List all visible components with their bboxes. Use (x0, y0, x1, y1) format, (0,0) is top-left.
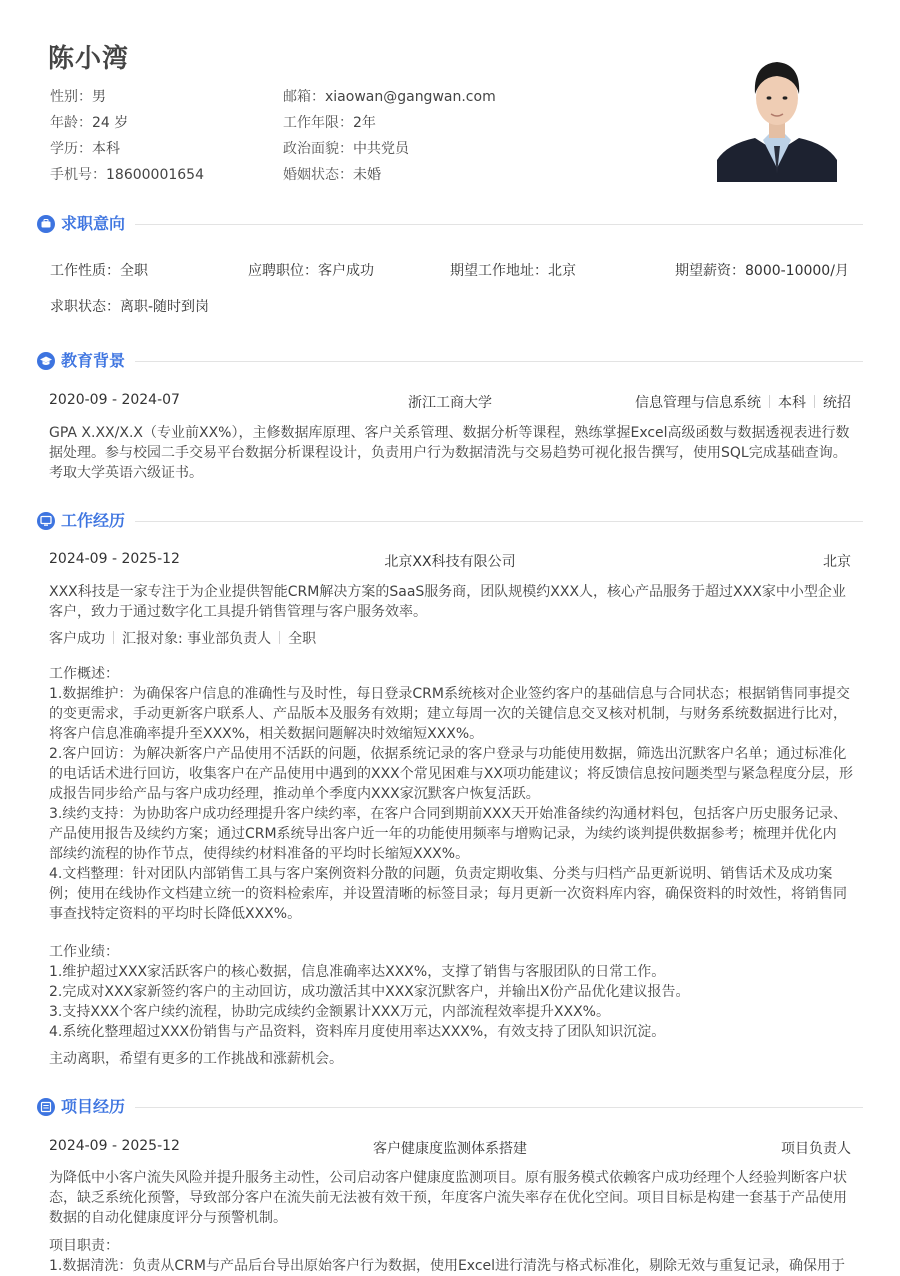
text-line: 4.文档整理：针对团队内部销售工具与客户案例资料分散的问题，负责定期收集、分类与归档产品更新说明、销售话术及成功案 (49, 866, 833, 882)
text-line: 2.完成对XXX家新签约客户的主动回访，成功激活其中XXX家沉默客户，并输出X份产品优化建议报告。 (49, 984, 690, 1000)
section-divider (135, 521, 863, 522)
job-status-value: 离职-随时到岗 (120, 299, 210, 315)
marital-label: 婚姻状态： (283, 167, 353, 183)
text-line: XXX科技是一家专注于为企业提供智能CRM解决方案的SaaS服务商，团队规模约XXX人，核心产品服务于超过XXX家中小型企业 (49, 584, 846, 600)
text-line: 为降低中小客户流失风险并提升服务主动性，公司启动客户健康度监测项目。原有服务模式依赖客户成功经理个人经验判断客户状 (49, 1170, 847, 1186)
work-tags (49, 629, 853, 649)
degree: 本科 (778, 395, 806, 411)
work-city: 北京 (823, 554, 851, 570)
project-row (49, 1138, 851, 1158)
salary-value: 8000-10000/月 (745, 263, 849, 279)
person-portrait-icon (717, 48, 837, 182)
job-status-label: 求职状态： (50, 299, 120, 315)
phone-info (50, 164, 204, 184)
tag-role: 客户成功 (49, 631, 105, 647)
school-name: 浙江工商大学 (408, 395, 492, 411)
marital-info (283, 164, 381, 184)
text-line: 1.维护超过XXX家活跃客户的核心数据，信息准确率达XXX%，支撑了销售与客服团队的日常工作。 (49, 964, 666, 980)
tag-report: 汇报对象: 事业部负责人 (122, 631, 272, 647)
work-achievements (49, 942, 853, 1042)
list-icon (37, 1098, 55, 1116)
education-description (49, 423, 853, 483)
salary-label: 期望薪资： (675, 263, 745, 279)
education-period: 2020-09 - 2024-07 (49, 392, 180, 408)
location-label: 期望工作地址： (450, 263, 548, 279)
education-meta (635, 392, 851, 412)
job-status-info (50, 296, 209, 316)
intent-section-header (37, 212, 863, 236)
education-section-header (37, 349, 863, 373)
text-line: 例；使用在线协作文档建立统一的资料检索库，并设置清晰的标签目录；每月更新一次资料库内容，确保资料的时效性，将销售同 (49, 886, 847, 902)
separator (769, 395, 770, 408)
text-line: 的变更需求，手动更新客户联系人、产品版本及服务有效期；建立每周一次的关键信息交叉核对机制，与财务系统数据进行比对， (49, 706, 847, 722)
work-section-header (37, 509, 863, 533)
major: 信息管理与信息系统 (635, 395, 761, 411)
position-info (248, 260, 374, 280)
politics-info (283, 138, 409, 158)
text-line: 3.续约支持：为协助客户成功经理提升客户续约率，在客户合同到期前XXX天开始准备续约沟通材料包，包括客户历史服务记录、 (49, 806, 848, 822)
marital-value: 未婚 (353, 167, 381, 183)
company-name: 北京XX科技有限公司 (384, 554, 516, 570)
text-line: 产品使用报告及续约方案；通过CRM系统导出客户近一年的功能使用频率与增购记录，为续约谈判提供数据参考；梳理并优化内 (49, 826, 837, 842)
education-row (49, 392, 851, 412)
project-name: 客户健康度监测体系搭建 (373, 1141, 527, 1157)
section-divider (135, 1107, 863, 1108)
separator (113, 631, 114, 644)
project-period: 2024-09 - 2025-12 (49, 1138, 180, 1154)
work-section-title: 工作经历 (61, 511, 126, 530)
intent-section-title: 求职意向 (61, 214, 126, 233)
project-role: 项目负责人 (781, 1141, 851, 1157)
location-value: 北京 (548, 263, 576, 279)
text-line: 部续约流程的协作节点，使得续约材料准备的平均时长缩短XXX%。 (49, 846, 470, 862)
text-line: 事查找特定资料的平均时长降低XXX%。 (49, 906, 302, 922)
company-intro (49, 582, 853, 622)
candidate-name: 陈小湾 (48, 44, 130, 74)
text-line: 数据的自动化健康度评分与预警机制。 (49, 1210, 287, 1226)
text-line: 客户，致力于通过数字化工具提升销售管理与客户服务效率。 (49, 604, 427, 620)
text-line: 工作概述： (49, 666, 119, 682)
education-level-label: 学历： (50, 141, 92, 157)
text-line: 4.系统化整理超过XXX份销售与产品资料，资料库月度使用率达XXX%，有效支持了团队知识沉淀。 (49, 1024, 666, 1040)
education-section-title: 教育背景 (61, 351, 126, 370)
text-line: 态，缺乏系统化预警，导致部分客户在流失前无法被有效干预，年度客户流失率存在优化空间。项目目标是构建一套基于产品使用 (49, 1190, 847, 1206)
text-line: 1.数据清洗：负责从CRM与产品后台导出原始客户行为数据，使用Excel进行清洗与格式标准化，剔除无效与重复记录，确保用于 (49, 1258, 846, 1274)
phone-label: 手机号： (50, 167, 106, 183)
gender-value: 男 (92, 89, 106, 105)
work-years-value: 2年 (353, 115, 376, 131)
text-line: GPA X.XX/X.X（专业前XX%），主修数据库原理、客户关系管理、数据分析等课程，熟练掌握Excel高级函数与数据透视表进行数 (49, 425, 850, 441)
text-line: 工作业绩： (49, 944, 119, 960)
politics-value: 中共党员 (353, 141, 409, 157)
age-label: 年龄： (50, 115, 92, 131)
position-label: 应聘职位： (248, 263, 318, 279)
text-line: 2.客户回访：为解决新客户产品使用不活跃的问题，依据系统记录的客户登录与功能使用数据，筛选出沉默客户名单；通过标准化 (49, 746, 847, 762)
section-divider (135, 224, 863, 225)
project-section-header (37, 1095, 863, 1119)
project-section-title: 项目经历 (61, 1097, 126, 1116)
text-line: 1.数据维护：为确保客户信息的准确性与及时性，每日登录CRM系统核对企业签约客户的基础信息与合同状态；根据销售同事提交 (49, 686, 850, 702)
salary-info (675, 260, 849, 280)
separator (814, 395, 815, 408)
email-value: xiaowan@gangwan.com (325, 89, 496, 105)
section-divider (135, 361, 863, 362)
position-value: 客户成功 (318, 263, 374, 279)
text-line: 考取大学英语六级证书。 (49, 465, 203, 481)
text-line: 成报告同步给产品与客户成功经理，推动单个季度内XXX家沉默客户恢复活跃。 (49, 786, 540, 802)
email-info (283, 86, 496, 106)
monitor-icon (37, 512, 55, 530)
work-years-label: 工作年限： (283, 115, 353, 131)
phone-value: 18600001654 (106, 167, 204, 183)
profile-photo (717, 48, 837, 182)
gender-info (50, 86, 106, 106)
age-info (50, 112, 128, 132)
work-years-info (283, 112, 376, 132)
job-type-value: 全职 (120, 263, 148, 279)
separator (279, 631, 280, 644)
briefcase-icon (37, 215, 55, 233)
education-level-info (50, 138, 120, 158)
text-line: 的电话话术进行回访，收集客户在产品使用中遇到的XXX个常见困难与XX项功能建议；将反馈信息按问题类型与紧急程度分层，形 (49, 766, 853, 782)
project-description (49, 1168, 853, 1228)
job-type-label: 工作性质： (50, 263, 120, 279)
text-line: 项目职责： (49, 1238, 119, 1254)
gender-label: 性别： (50, 89, 92, 105)
text-line: 据处理。参与校园二手交易平台数据分析课程设计，负责用户行为数据清洗与交易趋势可视化报告撰写，使用SQL完成基础查询。 (49, 445, 847, 461)
work-overview (49, 664, 853, 924)
email-label: 邮箱： (283, 89, 325, 105)
project-duties (49, 1236, 853, 1276)
work-row (49, 551, 851, 571)
graduation-cap-icon (37, 352, 55, 370)
education-level-value: 本科 (92, 141, 120, 157)
age-value: 24 岁 (92, 115, 129, 131)
politics-label: 政治面貌： (283, 141, 353, 157)
job-type-info (50, 260, 148, 280)
work-period: 2024-09 - 2025-12 (49, 551, 180, 567)
leave-reason: 主动离职，希望有更多的工作挑战和涨薪机会。 (49, 1051, 343, 1067)
text-line: 将客户信息准确率提升至XXX%，相关数据问题解决时效缩短XXX%。 (49, 726, 484, 742)
enrollment-mode: 统招 (823, 395, 851, 411)
tag-type: 全职 (288, 631, 317, 647)
text-line: 3.支持XXX个客户续约流程，协助完成续约金额累计XXX万元，内部流程效率提升XXX%。 (49, 1004, 610, 1020)
location-info (450, 260, 576, 280)
